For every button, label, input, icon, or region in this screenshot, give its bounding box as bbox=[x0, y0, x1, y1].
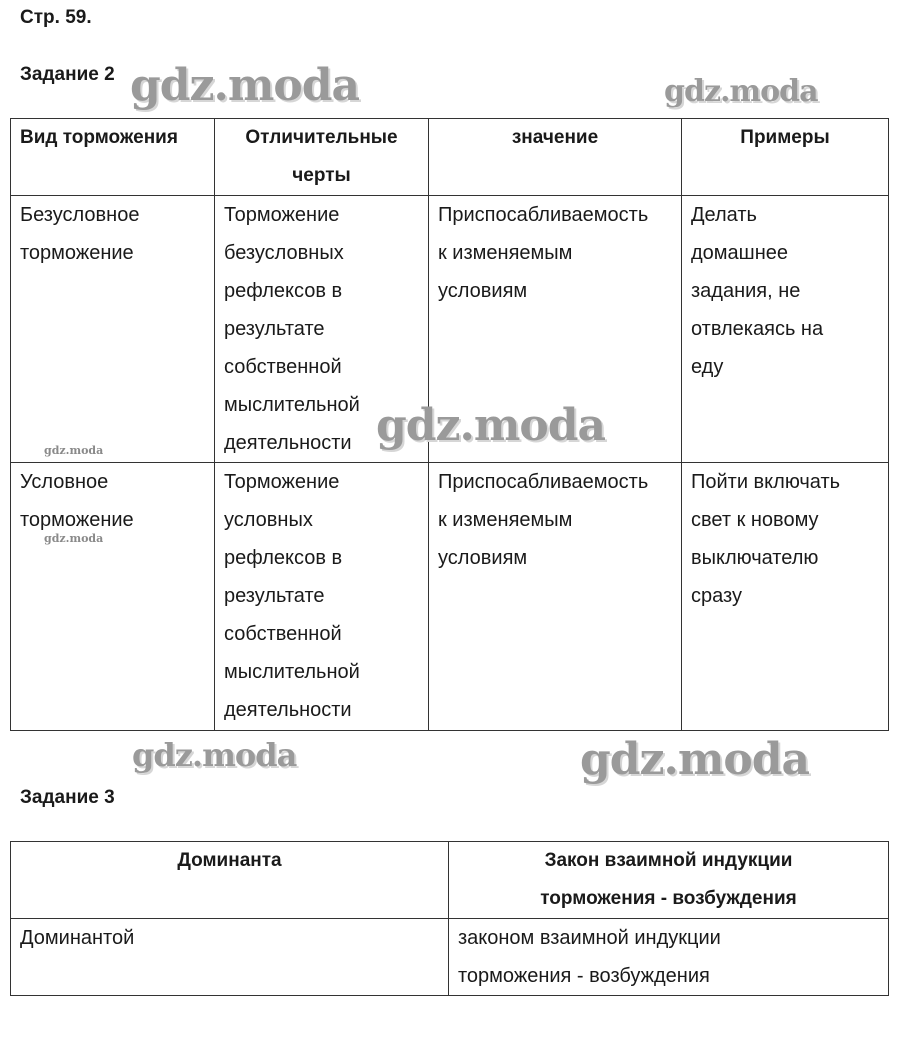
watermark-small: gdz.moda bbox=[44, 532, 104, 545]
cell-line: результате bbox=[224, 585, 325, 607]
cell-line: законом взаимной индукции bbox=[458, 927, 721, 949]
task3-header-row bbox=[11, 842, 889, 919]
cell-line: мыслительной bbox=[224, 661, 360, 683]
task2-row-unconditioned bbox=[11, 196, 889, 463]
cell-line: Торможение bbox=[224, 204, 340, 226]
task3-header-cell bbox=[11, 842, 449, 919]
examples-cell bbox=[682, 196, 889, 463]
induction-law-cell bbox=[449, 919, 889, 996]
inhibition-type-cell bbox=[11, 196, 215, 463]
meaning-cell bbox=[429, 196, 682, 463]
task2-header-row bbox=[11, 119, 889, 196]
cell-line: Доминантой bbox=[20, 927, 135, 949]
cell-line: выключателю bbox=[691, 547, 819, 569]
task3-row bbox=[11, 919, 889, 996]
cell-line: Приспосабливаемость bbox=[438, 471, 649, 493]
cell-line: Отличительные bbox=[245, 127, 398, 148]
cell-line: домашнее bbox=[691, 242, 789, 264]
cell-line: деятельности bbox=[224, 699, 352, 721]
cell-line: рефлексов в bbox=[224, 547, 343, 569]
cell-line: безусловных bbox=[224, 242, 344, 264]
cell-line: собственной bbox=[224, 356, 342, 378]
cell-line: торможения - возбуждения bbox=[458, 965, 710, 987]
cell-line: Приспосабливаемость bbox=[438, 204, 649, 226]
watermark: gdz.moda bbox=[132, 736, 297, 774]
cell-line: рефлексов в bbox=[224, 280, 343, 302]
cell-line: Делать bbox=[691, 204, 757, 226]
task3-table bbox=[10, 841, 889, 996]
cell-line: торможение bbox=[20, 509, 134, 531]
task2-title: Задание 2 bbox=[20, 64, 115, 85]
cell-line: Примеры bbox=[740, 127, 830, 148]
task2-header-cell bbox=[682, 119, 889, 196]
cell-line: мыслительной bbox=[224, 394, 360, 416]
watermark: gdz.moda bbox=[130, 60, 360, 111]
cell-line: к изменяемым bbox=[438, 509, 573, 531]
cell-line: еду bbox=[691, 356, 724, 378]
distinctive-features-cell bbox=[215, 463, 429, 731]
watermark: gdz.moda bbox=[664, 74, 818, 109]
cell-line: отвлекаясь на bbox=[691, 318, 824, 340]
task3-header-cell bbox=[449, 842, 889, 919]
cell-line: Торможение bbox=[224, 471, 340, 493]
watermark: gdz.moda bbox=[376, 400, 606, 451]
cell-line: собственной bbox=[224, 623, 342, 645]
cell-line: торможения - возбуждения bbox=[540, 888, 797, 909]
task2-header-cell bbox=[215, 119, 429, 196]
cell-line: к изменяемым bbox=[438, 242, 573, 264]
cell-line: условиям bbox=[438, 280, 528, 302]
cell-line: значение bbox=[511, 127, 599, 148]
cell-line: Вид торможения bbox=[20, 127, 178, 148]
task3-title: Задание 3 bbox=[20, 787, 115, 808]
watermark: gdz.moda bbox=[580, 734, 810, 785]
meaning-cell bbox=[429, 463, 682, 731]
dominant-cell bbox=[11, 919, 449, 996]
cell-line: свет к новому bbox=[691, 509, 819, 531]
task2-header-cell bbox=[429, 119, 682, 196]
task2-row-conditioned bbox=[11, 463, 889, 731]
watermark-small: gdz.moda bbox=[44, 444, 104, 457]
cell-line: результате bbox=[224, 318, 325, 340]
cell-line: Пойти включать bbox=[691, 471, 841, 493]
task2-header-cell bbox=[11, 119, 215, 196]
inhibition-type-cell bbox=[11, 463, 215, 731]
cell-line: условных bbox=[224, 509, 313, 531]
cell-line: Закон взаимной индукции bbox=[544, 850, 793, 871]
examples-cell bbox=[682, 463, 889, 731]
cell-line: сразу bbox=[691, 585, 742, 607]
cell-line: Безусловное bbox=[20, 204, 140, 226]
cell-line: условиям bbox=[438, 547, 528, 569]
cell-line: черты bbox=[292, 165, 351, 186]
distinctive-features-cell bbox=[215, 196, 429, 463]
page-label: Стр. 59. bbox=[20, 7, 92, 28]
task2-table bbox=[10, 118, 889, 731]
cell-line: Условное bbox=[20, 471, 109, 493]
cell-line: торможение bbox=[20, 242, 134, 264]
cell-line: деятельности bbox=[224, 432, 352, 454]
cell-line: задания, не bbox=[691, 280, 801, 302]
cell-line: Доминанта bbox=[177, 850, 282, 871]
